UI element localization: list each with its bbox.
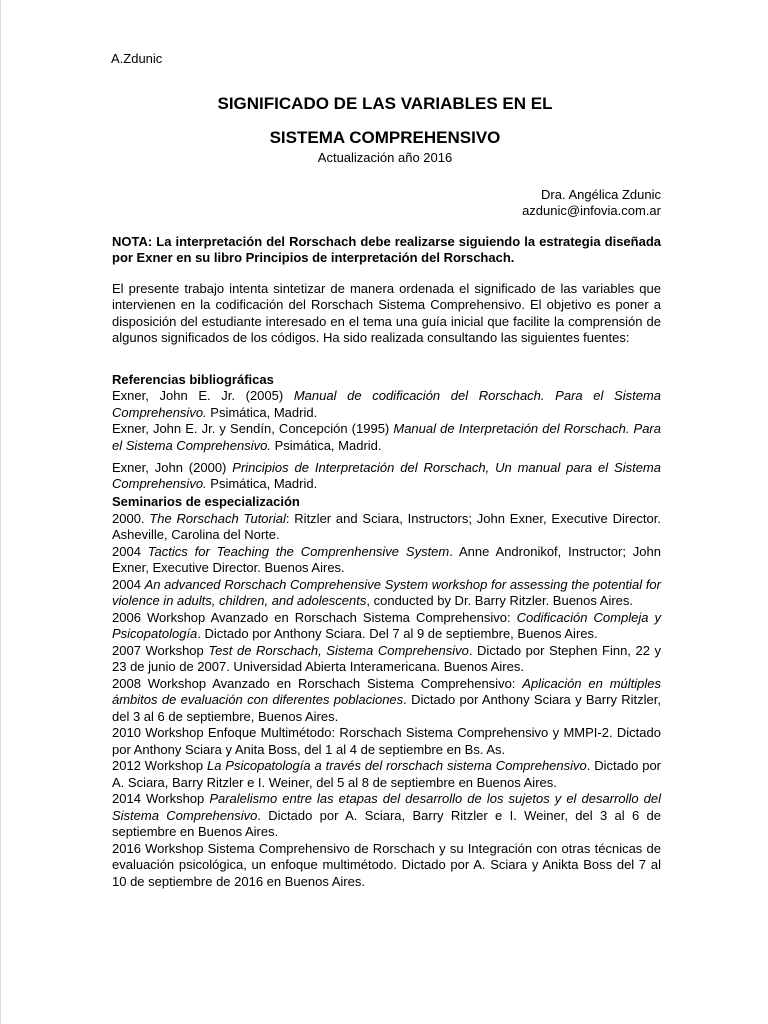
document-title-line1: SIGNIFICADO DE LAS VARIABLES EN EL [217, 94, 553, 113]
seminars-section [112, 494, 661, 890]
document-subtitle: Actualización año 2016 [317, 150, 453, 165]
author-name: Dra. Angélica Zdunic [541, 187, 661, 202]
note-paragraph: NOTA: La interpretación del Rorschach debe realizarse siguiendo la estrategia diseñada por Exner en su libro Principios de interpretación del Rorschach. [112, 234, 661, 266]
seminar-item: 2014 Workshop Paralelismo entre las etapas del desarrollo de los sujetos y el desarrollo del Sistema Comprehensivo. Dictado por A. Sciara, Barry Ritzler e I. Weiner, del 3 al 6 de septiembre en Buenos Aires. [112, 791, 661, 839]
header-author: A.Zdunic [111, 51, 163, 66]
reference-item: Exner, John (2000) Principios de Interpretación del Rorschach, Un manual para el Sistema Comprehensivo. Psimática, Madrid. [112, 460, 661, 492]
author-email: azdunic@infovia.com.ar [522, 203, 661, 218]
seminar-item: 2004 Tactics for Teaching the Comprenhensive System. Anne Andronikof, Instructor; John Exner, Executive Director. Buenos Aires. [112, 543, 661, 575]
seminar-item: 2016 Workshop Sistema Comprehensivo de Rorschach y su Integración con otras técnicas de evaluación psicológica, un enfoque multimétodo. Dictado por A. Sciara y Anikta Boss del 7 al 10 de septiembre de 2016 en Buenos Aires. [112, 840, 661, 889]
seminar-item: 2008 Workshop Avanzado en Rorschach Sistema Comprehensivo: Aplicación en múltiples ámbitos de evaluación con diferentes poblaciones. Dictado por Anthony Sciara y Barry Ritzler, del 3 al 6 de septiembre, Buenos Aires. [112, 675, 662, 724]
intro-paragraph: El presente trabajo intenta sintetizar de manera ordenada el significado de las variables que intervienen en la codificación del Rorschach Sistema Comprehensivo. El objetivo es poner a disposición del estudiante interesado en el tema una guía inicial que facilite la comprensión de algunos significados de los códigos. Ha sido realizada consultando las siguientes fuentes: [112, 281, 661, 346]
document-title-line2: SISTEMA COMPREHENSIVO [269, 128, 501, 147]
seminars-heading: Seminarios de especialización [112, 494, 300, 509]
seminar-item: 2000. The Rorschach Tutorial: Ritzler and Sciara, Instructors; John Exner, Executive Director. Asheville, Carolina del Norte. [112, 510, 661, 542]
seminar-item: 2010 Workshop Enfoque Multimétodo: Rorschach Sistema Comprehensivo y MMPI-2. Dictado por Anthony Sciara y Anita Boss, del 1 al 4 de septiembre en Bs. As. [112, 725, 661, 757]
reference-item: Exner, John E. Jr. y Sendín, Concepción (1995) Manual de Interpretación del Rorschach. Para el Sistema Comprehensivo. Psimática, Madrid. [112, 421, 661, 453]
seminar-item: 2006 Workshop Avanzado en Rorschach Sistema Comprehensivo: Codificación Compleja y Psicopatología. Dictado por Anthony Sciara. Del 7 al 9 de septiembre, Buenos Aires. [112, 609, 661, 641]
seminar-item: 2007 Workshop Test de Rorschach, Sistema Comprehensivo. Dictado por Stephen Finn, 22 y 23 de junio de 2007. Universidad Abierta Interamericana. Buenos Aires. [112, 642, 661, 674]
reference-item: Exner, John E. Jr. (2005) Manual de codificación del Rorschach. Para el Sistema Comprehensivo. Psimática, Madrid. [112, 388, 661, 420]
references-section [112, 372, 661, 493]
seminar-item: 2012 Workshop La Psicopatología a través del rorschach sistema Comprehensivo. Dictado por A. Sciara, Barry Ritzler e I. Weiner, del 5 al 8 de septiembre en Buenos Aires. [112, 758, 662, 790]
seminar-item: 2004 An advanced Rorschach Comprehensive System workshop for assessing the potential for violence in adults, children, and adolescents, conducted by Dr. Barry Ritzler. Buenos Aires. [112, 576, 661, 608]
references-heading: Referencias bibliográficas [112, 372, 274, 387]
